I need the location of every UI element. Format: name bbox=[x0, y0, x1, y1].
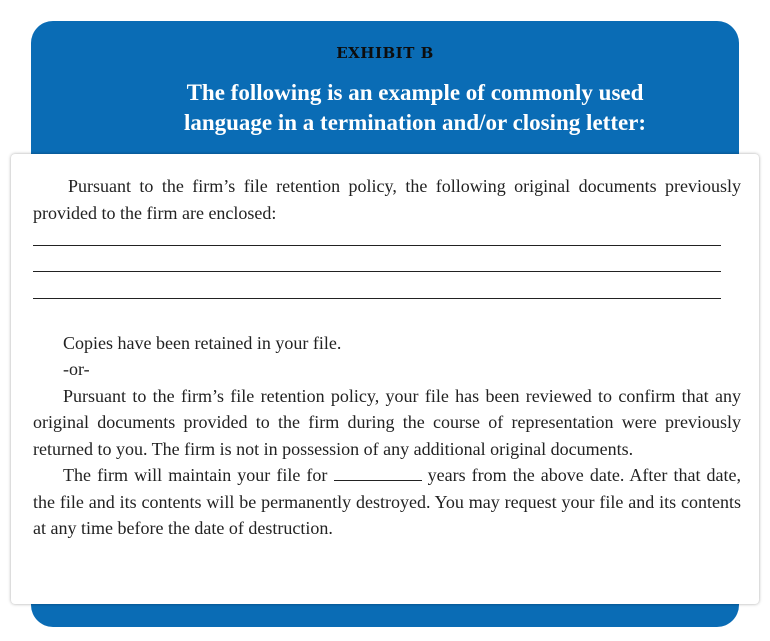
years-blank bbox=[334, 465, 422, 481]
blank-line bbox=[33, 253, 741, 280]
copies-retained-line: Copies have been retained in your file. bbox=[63, 332, 342, 353]
enclosed-documents-blanks bbox=[33, 226, 741, 306]
intro-paragraph: Pursuant to the firm’s file retention policy, the following original documents previously provided to the firm are enclosed: bbox=[33, 176, 741, 223]
exhibit-heading-line-2: language in a termination and/or closing letter: bbox=[183, 110, 647, 135]
paragraph-spacer bbox=[33, 306, 741, 330]
or-separator: -or- bbox=[63, 359, 90, 379]
maintain-paragraph bbox=[33, 462, 741, 542]
exhibit-label: EXHIBIT B bbox=[336, 44, 434, 62]
blank-line bbox=[33, 279, 741, 306]
review-paragraph: Pursuant to the firm’s file retention policy, your file has been reviewed to confirm that any original documents provided to the firm during the course of representation were previously returned to you. The firm is not in possession of any additional original documents. bbox=[33, 385, 741, 459]
exhibit-heading-line-1: The following is an example of commonly used bbox=[186, 80, 644, 105]
letter-body bbox=[33, 173, 741, 542]
blank-line bbox=[33, 226, 741, 253]
maintain-after-blank: years from the above date. After that date, the file and its contents will be permanently destroyed. You may request your file and its contents at any time before the date of destruction. bbox=[33, 465, 742, 538]
maintain-before-blank: The firm will maintain your file for bbox=[63, 465, 328, 485]
exhibit-heading bbox=[120, 78, 710, 138]
